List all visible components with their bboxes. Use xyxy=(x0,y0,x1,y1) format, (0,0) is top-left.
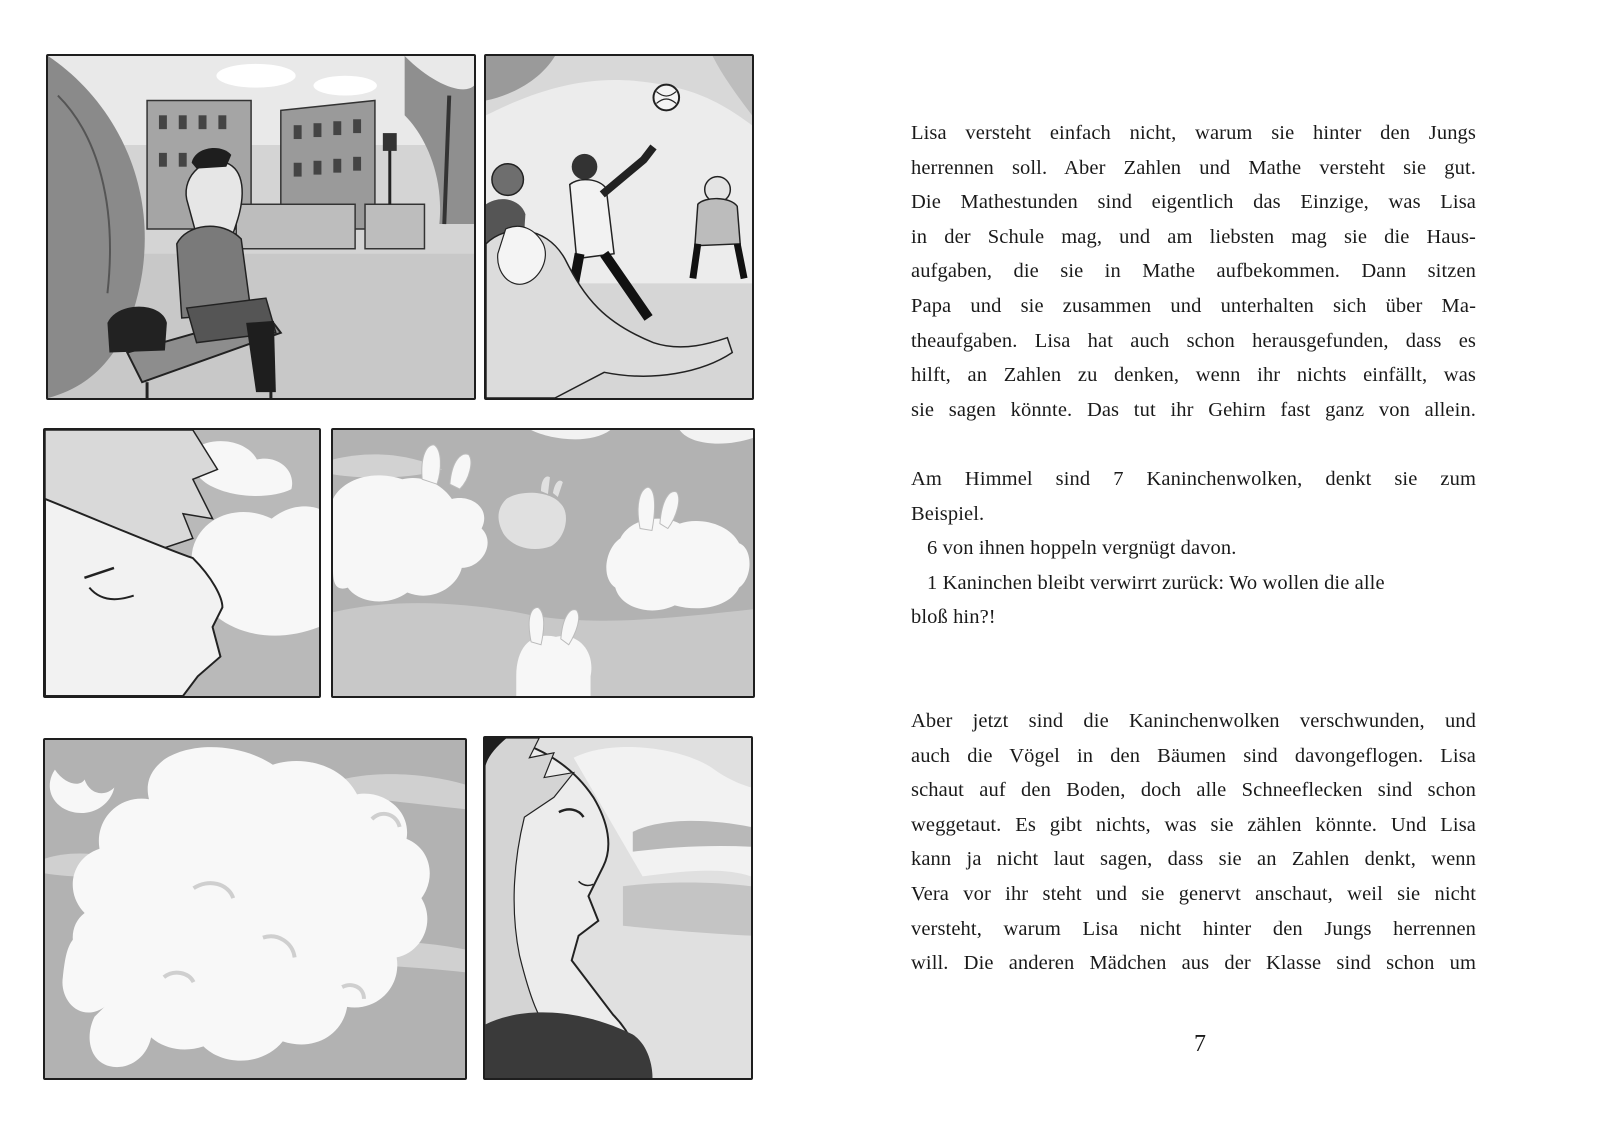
text-line: Beispiel. xyxy=(911,502,985,525)
text-line: will. Die anderen Mädchen aus der Klasse sind schon um xyxy=(911,952,1476,975)
text-line: sie sagen könnte. Das tut ihr Gehirn fast ganz von allein. xyxy=(911,398,1476,421)
text-line: versteht, warum Lisa nicht hinter den Jungs herrennen xyxy=(911,917,1476,940)
text-line: Die Mathestunden sind eigentlich das Einzige, was Lisa xyxy=(911,191,1476,214)
text-line: Vera vor ihr steht und sie genervt anschaut, weil sie nicht xyxy=(911,883,1476,906)
text-line: Papa und sie zusammen und unterhalten sich über Ma- xyxy=(911,294,1476,317)
comic-panel-ball-game xyxy=(484,54,754,400)
ball-game-illustration xyxy=(486,56,752,398)
face-closeup-illustration xyxy=(45,430,319,696)
lisa-profile-illustration xyxy=(485,738,751,1078)
text-line: theaufgaben. Lisa hat auch schon herausgefunden, dass es xyxy=(911,329,1476,352)
text-line: herrennen soll. Aber Zahlen und Mathe versteht sie gut. xyxy=(911,156,1476,179)
comic-panel-park-bench xyxy=(46,54,476,400)
paragraph-2 xyxy=(911,462,1476,635)
text-line: 6 von ihnen hoppeln vergnügt davon. xyxy=(927,537,1237,560)
page-number: 7 xyxy=(1194,1031,1206,1057)
text-line: kann ja nicht laut sagen, dass sie an Zahlen denkt, wenn xyxy=(911,848,1476,871)
bunny-clouds-illustration xyxy=(333,430,753,696)
park-bench-illustration xyxy=(48,56,474,398)
text-line: in der Schule mag, und am liebsten mag sie die Haus- xyxy=(911,225,1476,248)
big-cloud-illustration xyxy=(45,740,465,1078)
comic-panel-bunny-clouds xyxy=(331,428,755,698)
text-line: Am Himmel sind 7 Kaninchenwolken, denkt sie zum xyxy=(911,467,1476,490)
text-line: bloß hin?! xyxy=(911,606,996,629)
text-line: schaut auf den Boden, doch alle Schneeflecken sind schon xyxy=(911,779,1476,802)
comic-panel-face-closeup xyxy=(43,428,321,698)
paragraph-1 xyxy=(911,116,1476,427)
text-line: Lisa versteht einfach nicht, warum sie hinter den Jungs xyxy=(911,122,1476,144)
comic-panel-lisa-profile xyxy=(483,736,753,1080)
text-line: hilft, an Zahlen zu denken, wenn ihr nichts einfällt, was xyxy=(911,364,1476,387)
text-line: auch die Vögel in den Bäumen sind davongeflogen. Lisa xyxy=(911,744,1476,767)
text-line: 1 Kaninchen bleibt verwirrt zurück: Wo wollen die alle xyxy=(927,571,1385,594)
paragraph-3 xyxy=(911,704,1476,981)
text-line: Aber jetzt sind die Kaninchenwolken verschwunden, und xyxy=(911,710,1476,733)
text-line: aufgaben, die sie in Mathe aufbekommen. Dann sitzen xyxy=(911,260,1476,283)
comic-panel-big-cloud xyxy=(43,738,467,1080)
story-text-column xyxy=(911,116,1476,981)
text-line: weggetaut. Es gibt nichts, was sie zählen könnte. Und Lisa xyxy=(911,813,1476,836)
